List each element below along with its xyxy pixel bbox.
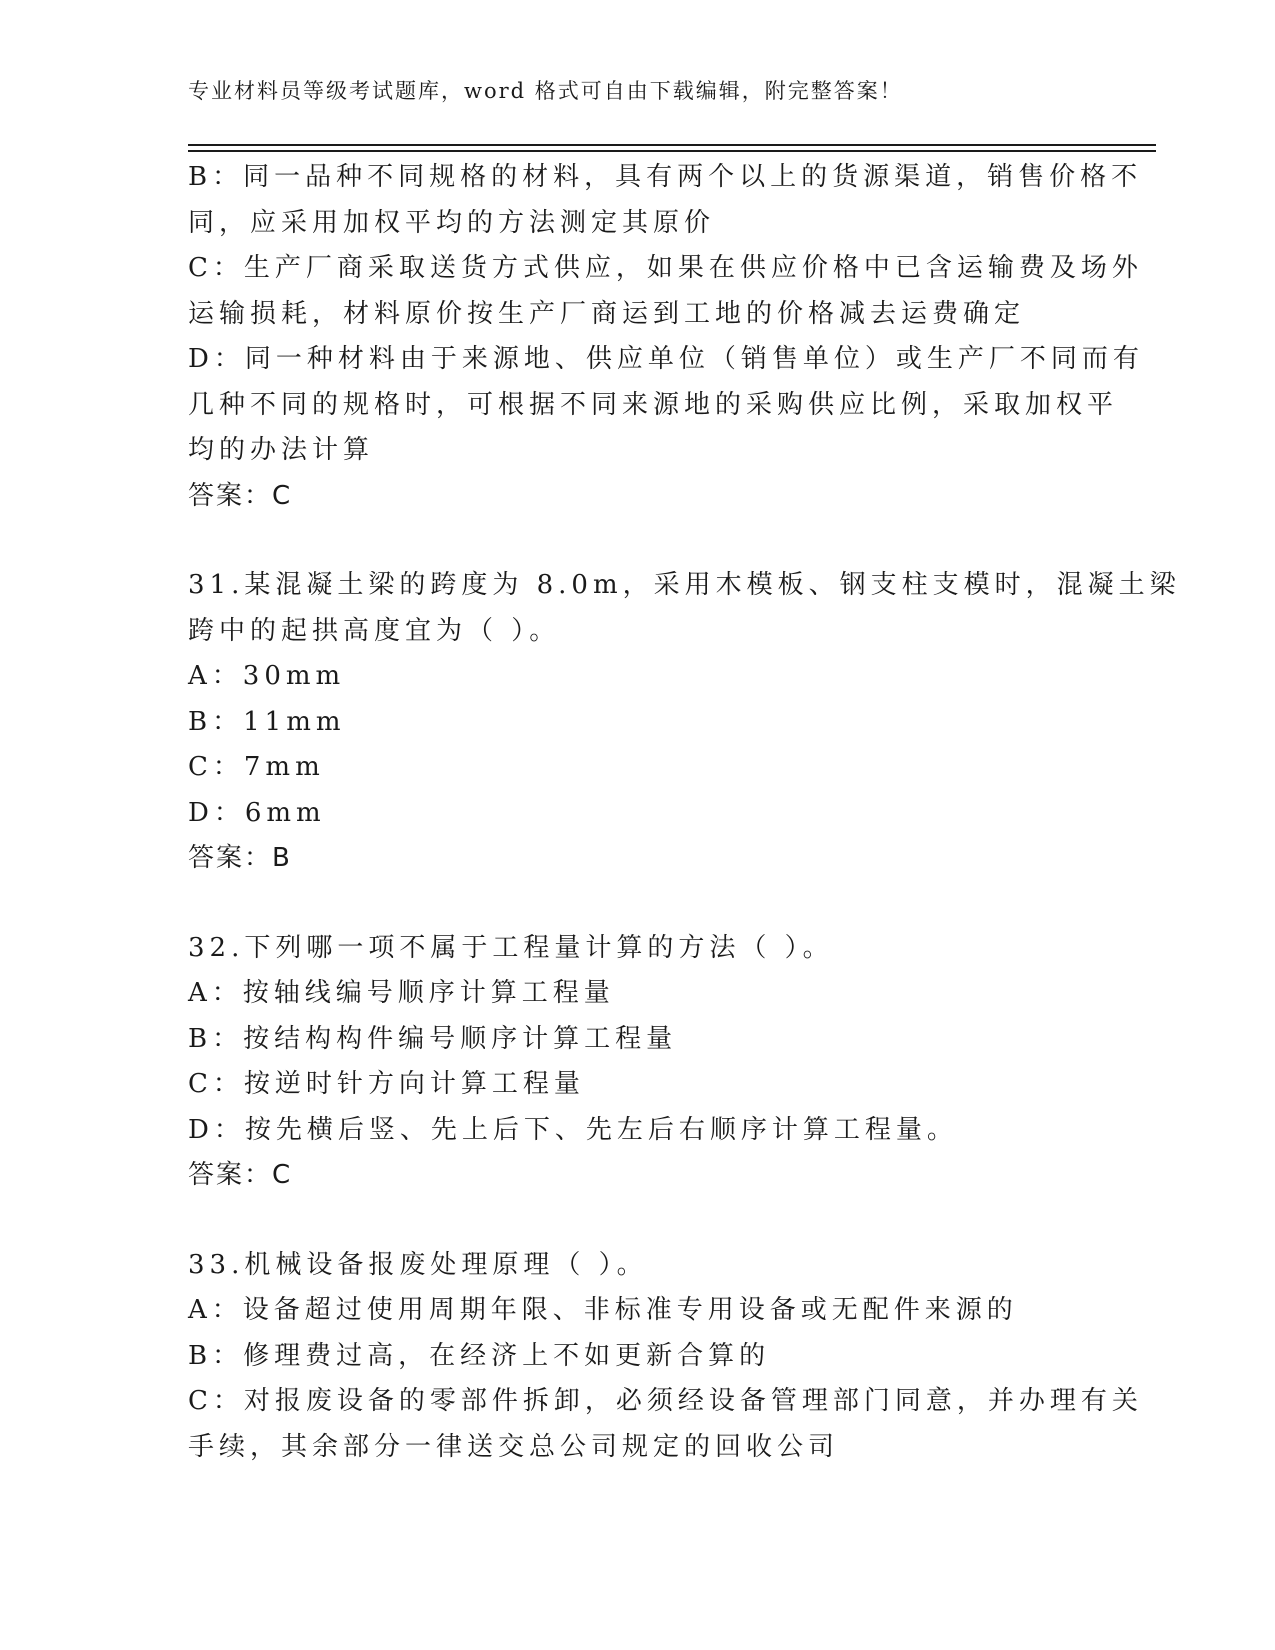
question-line: B：同一品种不同规格的材料，具有两个以上的货源渠道，销售价格不 (188, 162, 1143, 192)
page-header: 专业材料员等级考试题库，word 格式可自由下载编辑，附完整答案！ (188, 79, 903, 103)
question-31 (188, 563, 1181, 882)
question-stem: 33.机械设备报废处理原理（ ）。 (188, 1249, 648, 1280)
option-d: D：6mm (188, 797, 326, 828)
option-a: A：30mm (188, 661, 346, 691)
question-stem: 32.下列哪一项不属于工程量计算的方法（ ）。 (188, 932, 834, 963)
header-rule-bottom (188, 150, 1156, 152)
spacer (188, 1199, 1088, 1243)
option-b: B：按结构构件编号顺序计算工程量 (188, 1023, 678, 1054)
question-line: D：同一种材料由于来源地、供应单位（销售单位）或生产厂不同而有 (188, 344, 1144, 374)
option-c: C：对报废设备的零部件拆卸，必须经设备管理部门同意，并办理有关 (188, 1386, 1143, 1416)
question-line: 几种不同的规格时，可根据不同来源地的采购供应比例，采取加权平 (188, 389, 1119, 420)
answer-line: 答案：B (188, 843, 292, 873)
header-rule-top (188, 144, 1156, 146)
answer-line: 答案：C (188, 480, 293, 511)
continued-question (188, 155, 1144, 519)
answer-line: 答案：C (188, 1160, 293, 1190)
spacer (188, 882, 1088, 926)
option-b: B：修理费过高，在经济上不如更新合算的 (188, 1340, 771, 1371)
option-c: C：7mm (188, 752, 325, 782)
question-line: C：生产厂商采取送货方式供应，如果在供应价格中已含运输费及场外 (188, 253, 1143, 283)
option-a: A：按轴线编号顺序计算工程量 (188, 978, 615, 1008)
option-c: C：按逆时针方向计算工程量 (188, 1069, 585, 1099)
page-content (188, 155, 1181, 1470)
question-stem: 跨中的起拱高度宜为（ ）。 (188, 615, 561, 646)
option-a: A：设备超过使用周期年限、非标准专用设备或无配件来源的 (188, 1295, 1018, 1325)
spacer (188, 519, 1088, 563)
question-line: 同，应采用加权平均的方法测定其原价 (188, 207, 716, 238)
question-line: 均的办法计算 (188, 435, 375, 465)
question-32 (188, 926, 1088, 1199)
question-line: 运输损耗，材料原价按生产厂商运到工地的价格减去运费确定 (188, 298, 1026, 329)
option-c-continued: 手续，其余部分一律送交总公司规定的回收公司 (188, 1431, 840, 1462)
question-stem: 31.某混凝土梁的跨度为 8.0m，采用木模板、钢支柱支模时，混凝土梁 (188, 570, 1181, 600)
option-d: D：按先横后竖、先上后下、先左后右顺序计算工程量。 (188, 1114, 958, 1145)
option-b: B：11mm (188, 706, 346, 737)
question-33 (188, 1243, 1143, 1471)
